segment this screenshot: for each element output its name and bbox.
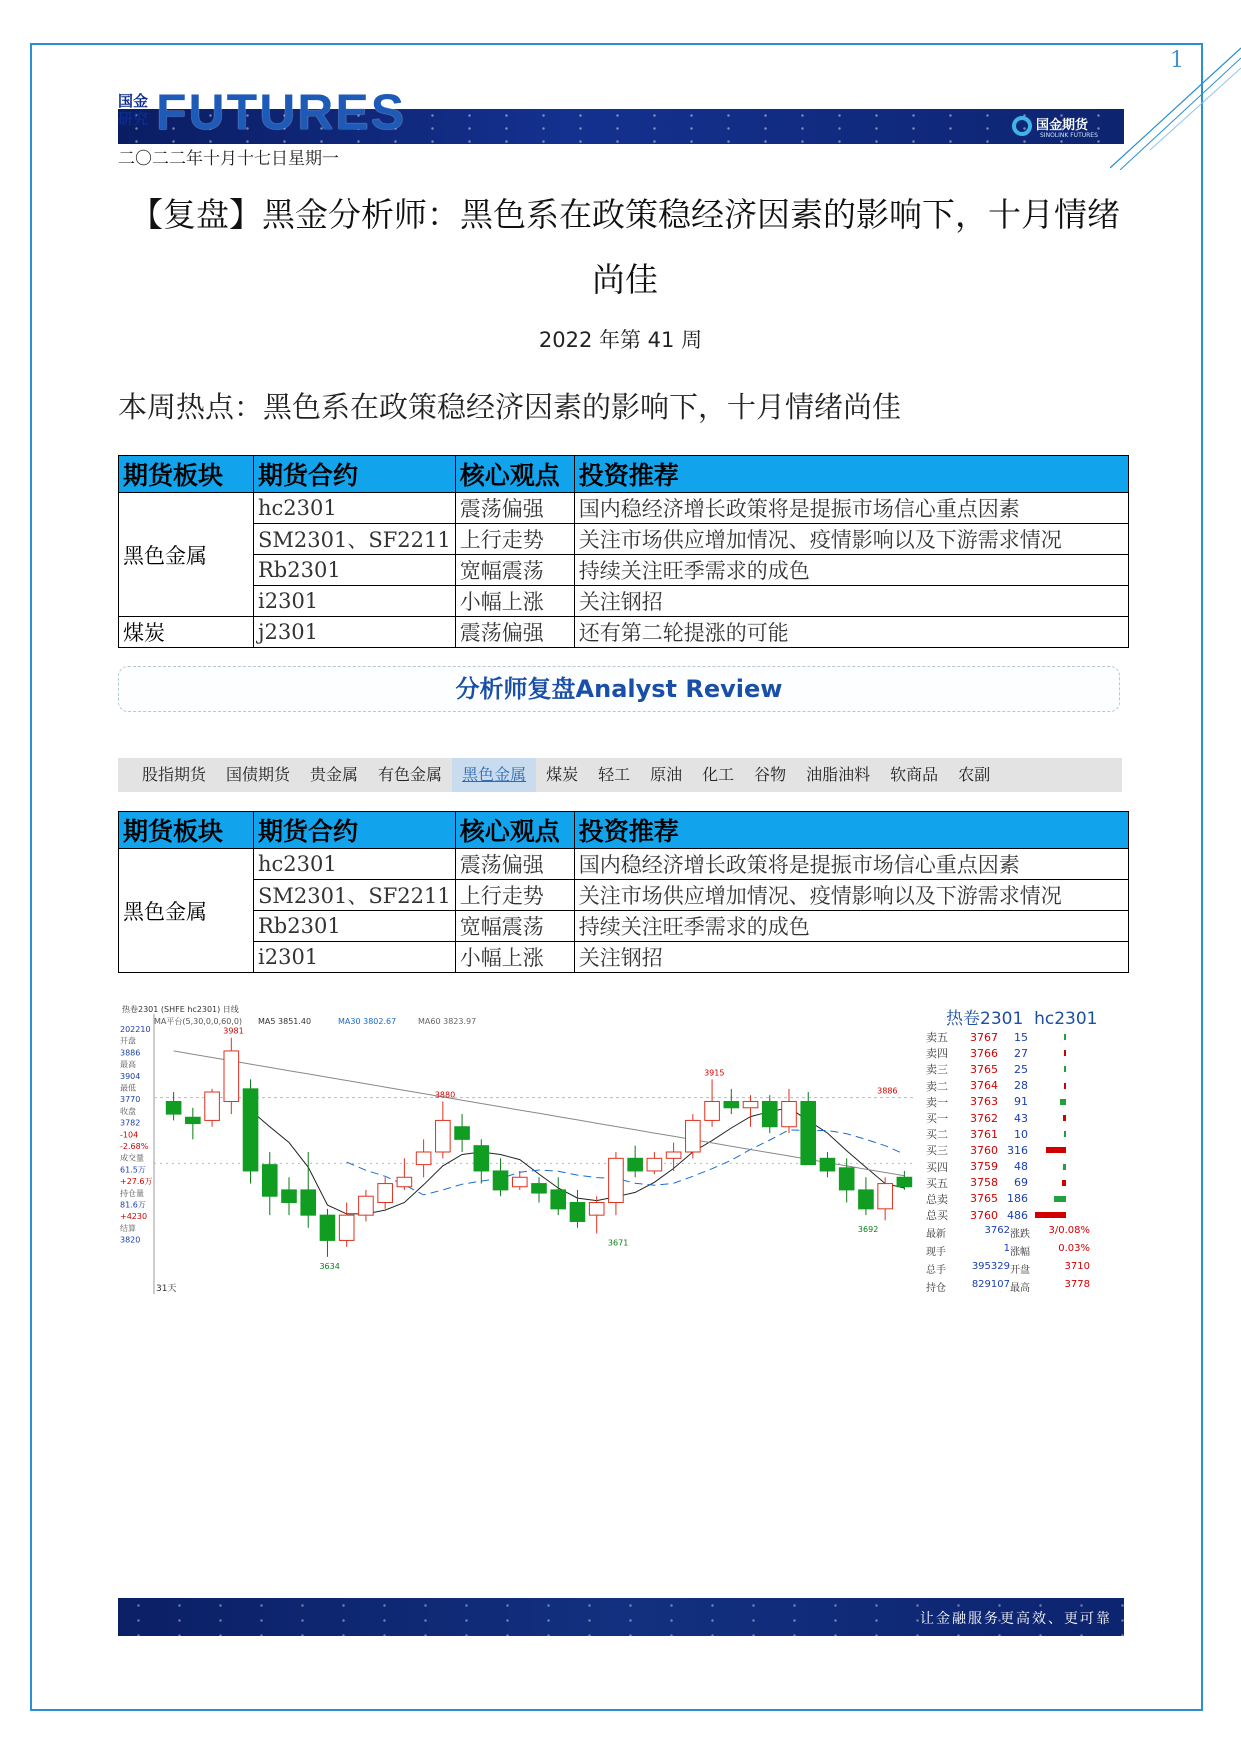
advice-cell: 国内稳经济增长政策将是提振市场信心重点因素 <box>574 849 1128 880</box>
advice-cell: 关注钢招 <box>574 586 1128 617</box>
tab-7[interactable]: 原油 <box>650 765 683 784</box>
header-contract: 期货合约 <box>254 456 456 493</box>
sector-cell: 煤炭 <box>119 617 254 648</box>
left-panel-text: -104 <box>120 1130 139 1140</box>
quote-row: 总卖 3765 186 <box>926 1191 1121 1207</box>
corner-decoration <box>1110 40 1241 170</box>
left-panel-text: 3904 <box>120 1071 141 1081</box>
quote-row: 卖一 3763 91 <box>926 1094 1121 1110</box>
tab-9[interactable]: 谷物 <box>754 765 787 784</box>
hot-topic: 本周热点：黑色系在政策稳经济因素的影响下，十月情绪尚佳 <box>118 390 902 424</box>
advice-cell: 关注市场供应增加情况、疫情影响以及下游需求情况 <box>574 524 1128 555</box>
quote-summary-cell: 持仓 <box>926 1283 946 1295</box>
quote-summary-cell: 开盘 <box>1010 1265 1030 1277</box>
logo-small-text: 国金研究 <box>118 92 149 128</box>
price-annotation: 3915 <box>704 1068 725 1078</box>
advice-cell: 国内稳经济增长政策将是提振市场信心重点因素 <box>574 493 1128 524</box>
table-row <box>119 524 1129 555</box>
view-cell: 上行走势 <box>455 524 574 555</box>
quote-summary-cell: 829107 <box>971 1279 1010 1291</box>
advice-cell: 还有第二轮提涨的可能 <box>574 617 1128 648</box>
header-sector: 期货板块 <box>119 812 254 849</box>
quote-summary-cell: 最高 <box>1010 1283 1030 1295</box>
left-panel-text: -2.68% <box>120 1142 149 1151</box>
candle-body <box>359 1196 374 1215</box>
quote-summary-cell: 最新 <box>926 1229 946 1241</box>
left-panel-text: 61.5万 <box>120 1165 146 1175</box>
candle-body <box>878 1184 893 1209</box>
price-annotation: 3634 <box>319 1261 340 1271</box>
ma-legend: MA30 3802.67 <box>338 1017 397 1026</box>
contract-cell: SM2301、SF2211 <box>254 524 456 555</box>
table-header-row <box>119 456 1129 493</box>
candle-body <box>282 1190 297 1203</box>
candle-body <box>186 1117 201 1123</box>
left-panel-text: 202210 <box>120 1025 151 1034</box>
chart-svg <box>118 1002 926 1294</box>
header-view: 核心观点 <box>455 812 574 849</box>
sector-cell: 黑色金属 <box>119 493 254 617</box>
candle-body <box>205 1092 220 1120</box>
table-header-row <box>119 812 1129 849</box>
advice-cell: 关注市场供应增加情况、疫情影响以及下游需求情况 <box>574 880 1128 911</box>
table-row <box>119 555 1129 586</box>
contract-cell: hc2301 <box>254 849 456 880</box>
quote-row: 买一 3762 43 <box>926 1110 1121 1126</box>
quote-summary-cell: 0.03% <box>1058 1243 1090 1255</box>
tab-4[interactable]: 黑色金属 <box>452 758 536 792</box>
quote-row: 卖二 3764 28 <box>926 1078 1121 1094</box>
left-panel-text: 收盘 <box>120 1106 136 1116</box>
candle-body <box>301 1190 316 1215</box>
price-annotation: 3981 <box>223 1026 244 1036</box>
table-row <box>119 880 1129 911</box>
candle-body <box>743 1101 758 1107</box>
view-cell: 宽幅震荡 <box>455 911 574 942</box>
quote-summary-cell: 涨幅 <box>1010 1247 1030 1259</box>
contract-cell: hc2301 <box>254 493 456 524</box>
left-panel-text: 结算 <box>120 1223 136 1233</box>
report-date: 二〇二二年十月十七日星期一 <box>118 149 339 169</box>
quote-summary-cell: 总手 <box>926 1265 946 1277</box>
price-annotation: 3671 <box>607 1238 629 1248</box>
candle-body <box>782 1101 797 1126</box>
left-panel-text: 成交量 <box>120 1153 144 1163</box>
left-panel-text: 3886 <box>120 1048 141 1058</box>
candle-body <box>724 1101 739 1107</box>
candle-body <box>339 1215 354 1240</box>
quote-row: 卖五 3767 15 <box>926 1029 1121 1045</box>
candle-body <box>666 1152 681 1158</box>
view-cell: 小幅上涨 <box>455 586 574 617</box>
table-row <box>119 617 1129 648</box>
tab-6[interactable]: 轻工 <box>598 765 631 784</box>
header-advice: 投资推荐 <box>574 812 1128 849</box>
candle-body <box>532 1184 547 1193</box>
candle-body <box>551 1190 566 1209</box>
left-panel-text: 最低 <box>120 1083 136 1093</box>
quote-row: 买三 3760 316 <box>926 1142 1121 1158</box>
chart-title: 热卷2301 (SHFE hc2301) 日线 <box>122 1005 239 1014</box>
week-label: 2022 年第 41 周 <box>538 328 703 352</box>
tab-0[interactable]: 股指期货 <box>142 765 207 784</box>
contract-cell: j2301 <box>254 617 456 648</box>
table-row <box>119 942 1129 973</box>
tab-10[interactable]: 油脂油料 <box>806 765 871 784</box>
advice-cell: 持续关注旺季需求的成色 <box>574 911 1128 942</box>
recommendation-table-2 <box>118 811 1129 973</box>
candle-body <box>320 1215 335 1240</box>
quote-row: 卖四 3766 27 <box>926 1045 1121 1061</box>
footer-slogan: 让金融服务更高效、更可靠 <box>920 1611 1112 1627</box>
candle-body <box>224 1051 239 1102</box>
brand-circle-icon <box>1012 116 1032 136</box>
ma-legend: MA5 3851.40 <box>258 1017 312 1026</box>
contract-cell: Rb2301 <box>254 555 456 586</box>
sector-cell: 黑色金属 <box>119 849 254 973</box>
advice-cell: 持续关注旺季需求的成色 <box>574 555 1128 586</box>
quote-row: 买二 3761 10 <box>926 1126 1121 1142</box>
analyst-review-banner: 分析师复盘Analyst Review <box>118 666 1120 712</box>
candle-body <box>493 1171 508 1190</box>
header-advice: 投资推荐 <box>574 456 1128 493</box>
candle-body <box>686 1120 701 1152</box>
candle-body <box>243 1089 258 1171</box>
quote-panel <box>926 1003 1121 1294</box>
left-panel-text: 3782 <box>120 1118 141 1128</box>
tab-8[interactable]: 化工 <box>702 765 735 784</box>
view-cell: 小幅上涨 <box>455 942 574 973</box>
left-panel-text: 3820 <box>120 1235 141 1245</box>
view-cell: 震荡偏强 <box>455 617 574 648</box>
view-cell: 震荡偏强 <box>455 849 574 880</box>
candle-body <box>512 1177 527 1186</box>
left-panel-text: +27.6万 <box>120 1177 153 1187</box>
left-panel-text: 3770 <box>120 1095 141 1105</box>
quote-row: 总买 3760 486 <box>926 1207 1121 1223</box>
candle-body <box>397 1177 412 1186</box>
candle-body <box>628 1158 643 1171</box>
candle-body <box>801 1101 816 1164</box>
candle-body <box>762 1101 777 1126</box>
advice-cell: 关注钢招 <box>574 942 1128 973</box>
quote-row: 买四 3759 48 <box>926 1159 1121 1175</box>
quote-summary-cell: 395329 <box>971 1261 1010 1273</box>
table-row <box>119 911 1129 942</box>
header-contract: 期货合约 <box>254 812 456 849</box>
quote-summary-cell: 3/0.08% <box>1048 1225 1090 1237</box>
tab-12[interactable]: 农副 <box>958 765 991 784</box>
quote-summary-cell: 现手 <box>926 1247 946 1259</box>
recommendation-table-1 <box>118 455 1129 648</box>
quote-row: 买五 3758 69 <box>926 1175 1121 1191</box>
candle-body <box>859 1190 874 1209</box>
view-cell: 上行走势 <box>455 880 574 911</box>
contract-cell: i2301 <box>254 586 456 617</box>
tab-5[interactable]: 煤炭 <box>546 765 579 784</box>
candle-body <box>820 1158 835 1171</box>
candle-body <box>570 1203 585 1222</box>
candle-body <box>705 1101 720 1120</box>
sector-tabs <box>118 758 1122 792</box>
tab-3[interactable]: 有色金属 <box>378 765 443 784</box>
candle-body <box>839 1168 854 1190</box>
candle-body <box>609 1158 624 1202</box>
left-panel-text: +4230 <box>120 1212 148 1222</box>
quote-summary-cell: 3710 <box>1064 1261 1090 1273</box>
quote-title: 热卷2301 hc2301 <box>946 1009 1098 1029</box>
view-cell: 宽幅震荡 <box>455 555 574 586</box>
footer-banner <box>118 1598 1124 1636</box>
candle-body <box>474 1146 489 1171</box>
tab-11[interactable]: 软商品 <box>890 765 939 784</box>
x-axis-label: 31天 <box>156 1284 177 1294</box>
price-annotation: 3880 <box>434 1090 456 1100</box>
table-row <box>119 849 1129 880</box>
left-panel-text: 开盘 <box>120 1036 136 1046</box>
quote-summary-cell: 涨跌 <box>1010 1229 1030 1241</box>
left-panel-text: 最高 <box>120 1060 136 1070</box>
quote-row: 卖三 3765 25 <box>926 1061 1121 1077</box>
contract-cell: Rb2301 <box>254 911 456 942</box>
ma-legend: MA平台(5,30,0,0,60,0) <box>154 1017 243 1026</box>
page-number: 1 <box>1170 48 1184 73</box>
page-title: 【复盘】黑金分析师：黑色系在政策稳经济因素的影响下，十月情绪尚佳 <box>130 195 1120 299</box>
header-sector: 期货板块 <box>119 456 254 493</box>
candle-body <box>262 1165 277 1197</box>
candle-body <box>897 1177 912 1186</box>
ma-legend: MA60 3823.97 <box>418 1017 477 1026</box>
logo-futures: FUTURES <box>156 84 407 140</box>
table-row <box>119 493 1129 524</box>
candle-body <box>589 1203 604 1216</box>
view-cell: 震荡偏强 <box>455 493 574 524</box>
candle-body <box>455 1127 470 1140</box>
candle-body <box>166 1101 181 1114</box>
candle-body <box>378 1184 393 1203</box>
candle-body <box>416 1152 431 1165</box>
contract-cell: SM2301、SF2211 <box>254 880 456 911</box>
contract-cell: i2301 <box>254 942 456 973</box>
quote-summary-cell: 1 <box>1003 1243 1010 1255</box>
candle-body <box>436 1120 451 1152</box>
candle-body <box>647 1158 662 1171</box>
brand-logo: 国金期货 <box>1012 114 1088 136</box>
table-row <box>119 586 1129 617</box>
header-view: 核心观点 <box>455 456 574 493</box>
brand-en: SINOLINK FUTURES <box>1040 132 1098 139</box>
price-annotation: 3886 <box>877 1086 898 1096</box>
tab-2[interactable]: 贵金属 <box>310 765 359 784</box>
quote-summary-cell: 3778 <box>1064 1279 1090 1291</box>
quote-summary-cell: 3762 <box>984 1225 1010 1237</box>
left-panel-text: 81.6万 <box>120 1200 146 1210</box>
price-annotation: 3692 <box>857 1225 879 1235</box>
quote-summary <box>926 1225 1121 1294</box>
left-panel-text: 持仓量 <box>120 1188 144 1198</box>
tab-1[interactable]: 国债期货 <box>226 765 291 784</box>
